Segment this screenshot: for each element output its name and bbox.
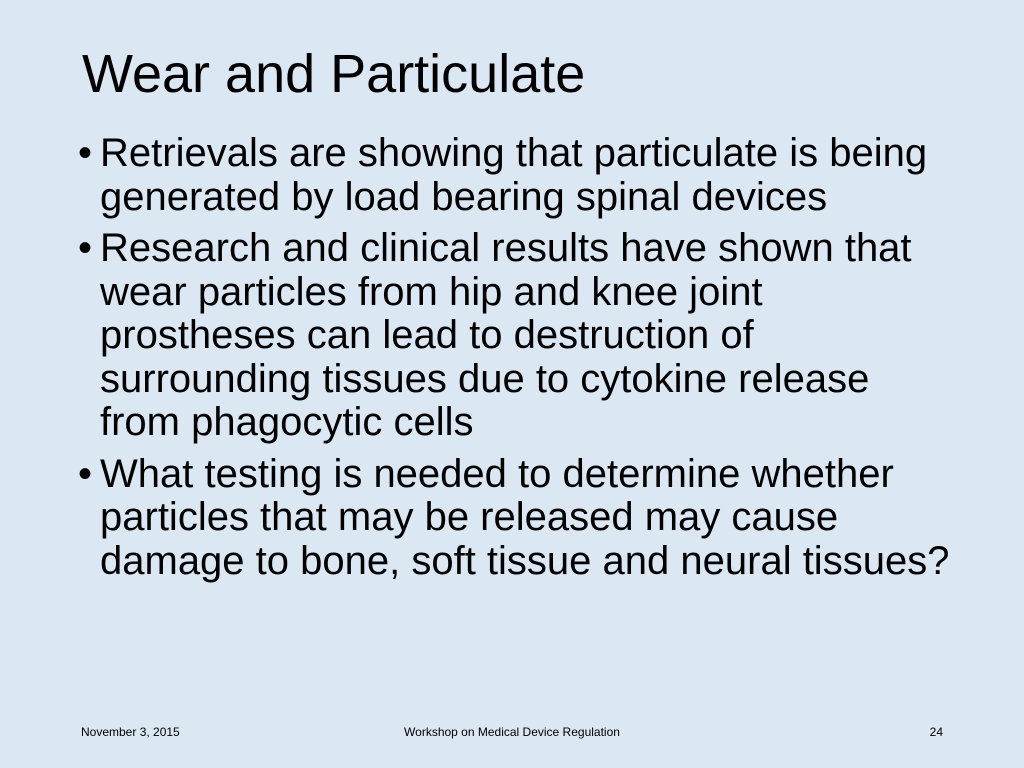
footer-title: Workshop on Medical Device Regulation	[404, 725, 620, 739]
bullet-list	[76, 132, 956, 591]
bullet-item-retrievals: • Retrievals are showing that particulate is being generated by load bearing spinal devices	[76, 132, 956, 219]
footer-date: November 3, 2015	[81, 725, 180, 739]
slide-title: Wear and Particulate	[82, 44, 586, 104]
bullet-item-research: • Research and clinical results have shown that wear particles from hip and knee joint prostheses can lead to destruction of surrounding tissues due to cytokine release from phagocytic cells	[76, 227, 956, 445]
bullet-item-testing-question: • What testing is needed to determine whether particles that may be released may cause damage to bone, soft tissue and neural tissues?	[76, 453, 956, 584]
slide-number: 24	[929, 725, 943, 739]
